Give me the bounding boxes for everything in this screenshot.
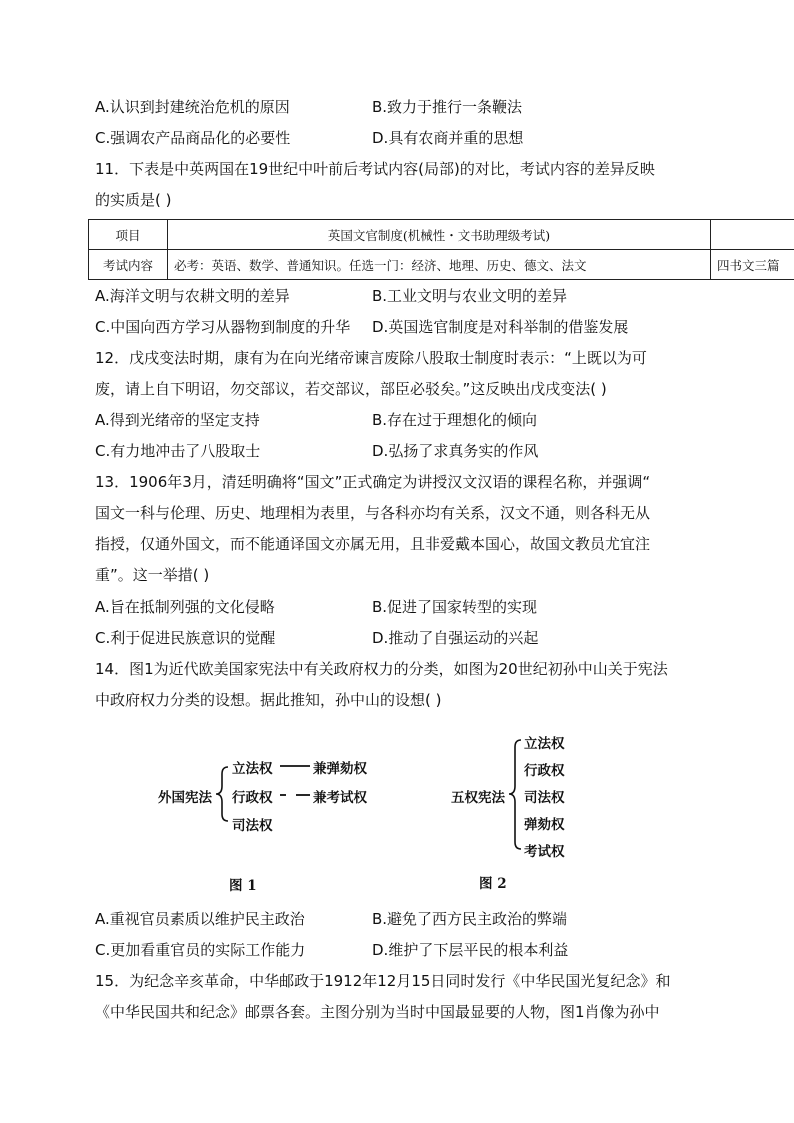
q11-option-b[interactable]: B.工业文明与农业文明的差异 — [372, 287, 568, 305]
q15-stem-line-2: 《中华民国共和纪念》邮票各套。主图分别为当时中国最显要的人物，图1肖像为孙中 — [95, 1003, 660, 1021]
q14-option-a[interactable]: A.重视官员素质以维护民主政治 — [95, 910, 305, 928]
figure-brackets — [98, 722, 588, 898]
fig1-note-examination: 兼考试权 — [313, 790, 367, 806]
fig1-caption: 图 1 — [229, 878, 257, 894]
q10-option-b[interactable]: B.致力于推行一条鞭法 — [372, 98, 523, 116]
q10-options-row-1 — [95, 96, 715, 118]
table-header-item: 项目 — [89, 220, 168, 250]
q11-options-row-2 — [95, 316, 715, 338]
fig1-note-impeachment: 兼弹劾权 — [313, 761, 367, 777]
q13-option-a[interactable]: A.旨在抵制列强的文化侵略 — [95, 598, 275, 616]
fig1-root-label: 外国宪法 — [158, 790, 212, 806]
q11-options-row-1 — [95, 285, 715, 307]
q10-option-d[interactable]: D.具有农商并重的思想 — [372, 129, 524, 147]
q13-stem-line-4: 重”。这一举措( ) — [95, 566, 210, 584]
q13-option-b[interactable]: B.促进了国家转型的实现 — [372, 598, 538, 616]
q13-stem-line-1: 13．1906年3月，清廷明确将“国文”正式确定为讲授汉文汉语的课程名称，并强调“ — [95, 473, 651, 491]
fig2-caption: 图 2 — [479, 876, 507, 892]
q12-stem-line-2: 废，请上自下明诏，勿交部议，若交部议，部臣必驳矣。”这反映出戊戌变法( ) — [95, 380, 607, 398]
q14-stem-line-1: 14．图1为近代欧美国家宪法中有关政府权力的分类，如图为20世纪初孙中山关于宪法 — [95, 660, 668, 678]
fig1-item-executive: 行政权 — [232, 790, 273, 806]
q12-stem-line-1: 12．戊戌变法时期，康有为在向光绪帝谏言废除八股取士制度时表示：“上既以为可 — [95, 349, 647, 367]
fig2-item-examination: 考试权 — [524, 844, 565, 860]
q14-constitution-figure — [98, 722, 588, 898]
q11-stem-line-1: 11．下表是中英两国在19世纪中叶前后考试内容(局部)的对比，考试内容的差异反映 — [95, 160, 655, 178]
q11-option-d[interactable]: D.英国选官制度是对科举制的借鉴发展 — [372, 318, 629, 336]
fig2-root-label: 五权宪法 — [451, 790, 505, 806]
fig2-item-impeachment: 弹劾权 — [524, 817, 565, 833]
q12-options-row-2 — [95, 440, 715, 462]
q13-option-d[interactable]: D.推动了自强运动的兴起 — [372, 629, 539, 647]
q13-stem-line-2: 国文一科与伦理、历史、地理相为表里，与各科亦均有关系，汉文不通，则各科无从 — [95, 504, 651, 522]
q14-option-b[interactable]: B.避免了西方民主政治的弊端 — [372, 910, 568, 928]
fig2-item-judicial: 司法权 — [524, 790, 565, 806]
table-cell-uk: 必考：英语、数学、普通知识。任选一门：经济、地理、历史、德文、法文 — [168, 250, 711, 280]
q11-option-a[interactable]: A.海洋文明与农耕文明的差异 — [95, 287, 290, 305]
q13-option-c[interactable]: C.利于促进民族意识的觉醒 — [95, 629, 276, 647]
fig2-item-legislative: 立法权 — [524, 736, 565, 752]
q12-options-row-1 — [95, 409, 715, 431]
table-header-row — [89, 220, 794, 250]
fig1-item-judicial: 司法权 — [232, 818, 273, 834]
q14-option-d[interactable]: D.维护了下层平民的根本利益 — [372, 941, 569, 959]
q14-options-row-2 — [95, 939, 715, 961]
q14-stem-line-2: 中政府权力分类的设想。据此推知，孙中山的设想( ) — [95, 691, 442, 709]
table-row — [89, 250, 794, 280]
fig1-item-legislative: 立法权 — [232, 761, 273, 777]
q10-option-a[interactable]: A.认识到封建统治危机的原因 — [95, 98, 290, 116]
q12-option-b[interactable]: B.存在过于理想化的倾向 — [372, 411, 538, 429]
q10-options-row-2 — [95, 127, 715, 149]
q14-options-row-1 — [95, 908, 715, 930]
q12-option-d[interactable]: D.弘扬了求真务实的作风 — [372, 442, 539, 460]
fig2-item-executive: 行政权 — [524, 763, 565, 779]
table-cell-china: 四书文三篇 — [711, 250, 794, 280]
q14-option-c[interactable]: C.更加看重官员的实际工作能力 — [95, 941, 306, 959]
table-header-uk: 英国文官制度(机械性・文书助理级考试) — [168, 220, 711, 250]
q11-stem-line-2: 的实质是( ) — [95, 191, 172, 209]
q10-option-c[interactable]: C.强调农产品商品化的必要性 — [95, 129, 291, 147]
q13-stem-line-3: 指授，仅通外国文，而不能通译国文亦属无用，且非爱戴本国心，故国文教员尤宜注 — [95, 535, 651, 553]
q12-option-a[interactable]: A.得到光绪帝的坚定支持 — [95, 411, 260, 429]
q11-option-c[interactable]: C.中国向西方学习从器物到制度的升华 — [95, 318, 351, 336]
q13-options-row-2 — [95, 627, 715, 649]
q13-options-row-1 — [95, 596, 715, 618]
table-cell-label: 考试内容 — [89, 250, 168, 280]
q15-stem-line-1: 15．为纪念辛亥革命，中华邮政于1912年12月15日同时发行《中华民国光复纪念》和 — [95, 972, 671, 990]
table-header-china — [711, 220, 794, 250]
q12-option-c[interactable]: C.有力地冲击了八股取士 — [95, 442, 261, 460]
q11-comparison-table — [88, 219, 794, 280]
